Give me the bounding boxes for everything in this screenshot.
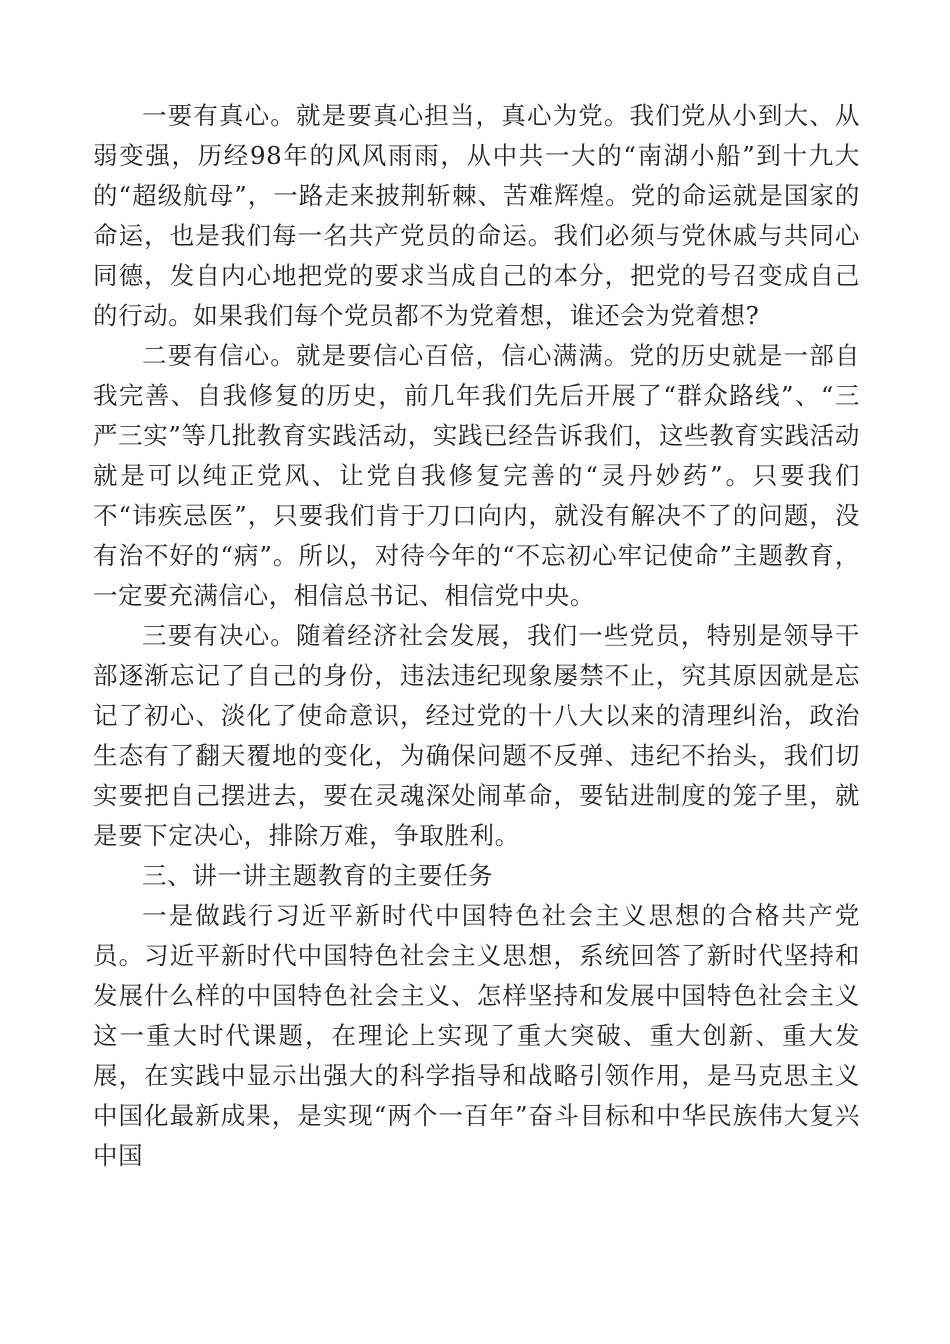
document-page — [93, 96, 860, 1176]
paragraph-body: 就是要信心百倍，信心满满。党的历史就是一部自我完善、自我修复的历史，前几年我们先后开展了“群众路线”、“三严三实”等几批教育实践活动，实践已经告诉我们，这些教育实践活动就是可以纯正党风、让党自我修复完善的“灵丹妙药”。只要我们不“讳疾忌医”，只要我们肯于刀口向内，就没有解决不了的问题，没有治不好的“病”。所以，对待今年的“不忘初心牢记使命”主题教育，一定要充满信心，相信总书记、相信党中央。 — [93, 341, 860, 610]
paragraph-lead: 一是做践行习近平新时代中国特色社会主义思想的合格共产党员。 — [93, 901, 860, 970]
paragraph-task-one — [93, 896, 860, 1176]
paragraph-body: 随着经济社会发展，我们一些党员，特别是领导干部逐渐忘记了自己的身份，违法违纪现象屡禁不止，究其原因就是忘记了初心、淡化了使命意识，经过党的十八大以来的清理纠治，政治生态有了翻天覆地的变化，为确保问题不反弹、违纪不抬头，我们切实要把自己摆进去，要在灵魂深处闹革命，要钻进制度的笼子里，就是要下定决心，排除万难，争取胜利。 — [93, 621, 860, 850]
paragraph-lead: 三要有决心。 — [142, 621, 296, 650]
paragraph-lead: 二要有信心。 — [142, 341, 296, 370]
paragraph-sincerity — [93, 96, 860, 336]
section-heading: 三、讲一讲主题教育的主要任务 — [142, 861, 494, 890]
paragraph-determination — [93, 616, 860, 856]
paragraph-body: 就是要真心担当，真心为党。我们党从小到大、从弱变强，历经98年的风风雨雨，从中共一大的“南湖小船”到十九大的“超级航母”，一路走来披荆斩棘、苦难辉煌。党的命运就是国家的命运，也是我们每一名共产党员的命运。我们必须与党休戚与共同心同德，发自内心地把党的要求当成自己的本分，把党的号召变成自己的行动。如果我们每个党员都不为党着想，谁还会为党着想? — [93, 101, 860, 330]
paragraph-confidence — [93, 336, 860, 616]
paragraph-body: 习近平新时代中国特色社会主义思想，系统回答了新时代坚持和发展什么样的中国特色社会主义、怎样坚持和发展中国特色社会主义这一重大时代课题，在理论上实现了重大突破、重大创新、重大发展，在实践中显示出强大的科学指导和战略引领作用，是马克思主义中国化最新成果，是实现“两个一百年”奋斗目标和中华民族伟大复兴中国 — [93, 941, 861, 1170]
paragraph-lead: 一要有真心。 — [142, 101, 296, 130]
